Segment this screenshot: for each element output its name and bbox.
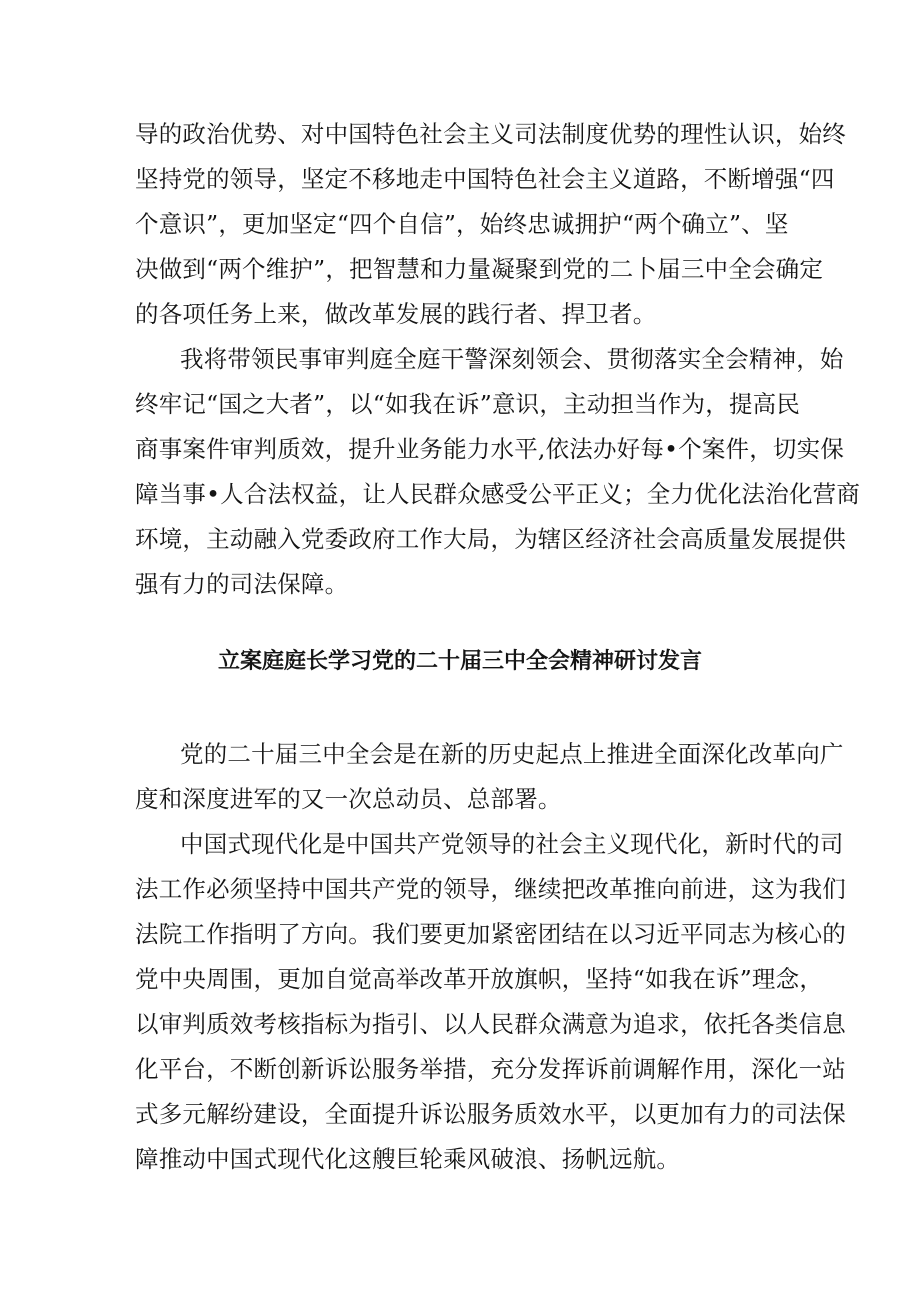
text-line: 我将带领民事审判庭全庭干警深刻领会、贯彻落实全会精神，始 xyxy=(180,345,844,373)
text-line: 度和深度进军的又一次总动员、总部署。 xyxy=(135,785,562,813)
text-line: 导的政治优势、对中国特色社会主义司法制度优势的理性认识，始终 xyxy=(135,120,846,148)
text-line: 以审判质效考核指标为指引、以人民群众满意为追求，依托各类信息 xyxy=(135,1010,846,1038)
text-line: 式多元解纷建设，全面提升诉讼服务质效水平，以更加有力的司法保 xyxy=(135,1100,846,1128)
text-line: 坚持党的领导，坚定不移地走中国特色社会主义道路，不断增强“四 xyxy=(135,165,835,193)
text-line: 党的二十届三中全会是在新的历史起点上推进全面深化改革向广 xyxy=(180,740,844,768)
section-title: 立案庭庭长学习党的二十届三中全会精神研讨发言 xyxy=(217,649,702,674)
text-line: 强有力的司法保障。 xyxy=(135,570,349,598)
text-line: 的各项任务上来，做改革发展的践行者、捍卫者。 xyxy=(135,300,657,328)
text-line: 法院工作指明了方向。我们要更加紧密团结在以习近平同志为核心的 xyxy=(135,920,846,948)
text-line: 中国式现代化是中国共产党领导的社会主义现代化，新时代的司 xyxy=(180,830,844,858)
text-line: 党中央周围，更加自觉高举改革开放旗帜，坚持“如我在诉”理念， xyxy=(135,965,824,993)
text-line: 商事案件审判质效，提升业务能力水平,依法办好每•个案件，切实保 xyxy=(135,435,845,463)
text-line: 法工作必须坚持中国共产党的领导，继续把改革推向前进，这为我们 xyxy=(135,875,846,903)
text-line: 障当事•人合法权益，让人民群众感受公平正义；全力优化法治化营商 xyxy=(135,480,861,508)
text-line: 决做到“两个维护”，把智慧和力量凝聚到党的二卜届三中全会确定 xyxy=(135,255,824,283)
text-line: 个意识”，更加坚定“四个自信”，始终忠诚拥护“两个确立”、坚 xyxy=(135,210,789,238)
text-line: 障推动中国式现代化这艘巨轮乘风破浪、扬帆远航。 xyxy=(135,1145,681,1173)
text-line: 化平台，不断创新诉讼服务举措，充分发挥诉前调解作用，深化一站 xyxy=(135,1055,846,1083)
text-line: 终牢记“国之大者”，以“如我在诉”意识，主动担当作为，提高民 xyxy=(135,390,801,418)
text-line: 环境，主动融入党委政府工作大局，为辖区经济社会高质量发展提供 xyxy=(135,525,846,553)
